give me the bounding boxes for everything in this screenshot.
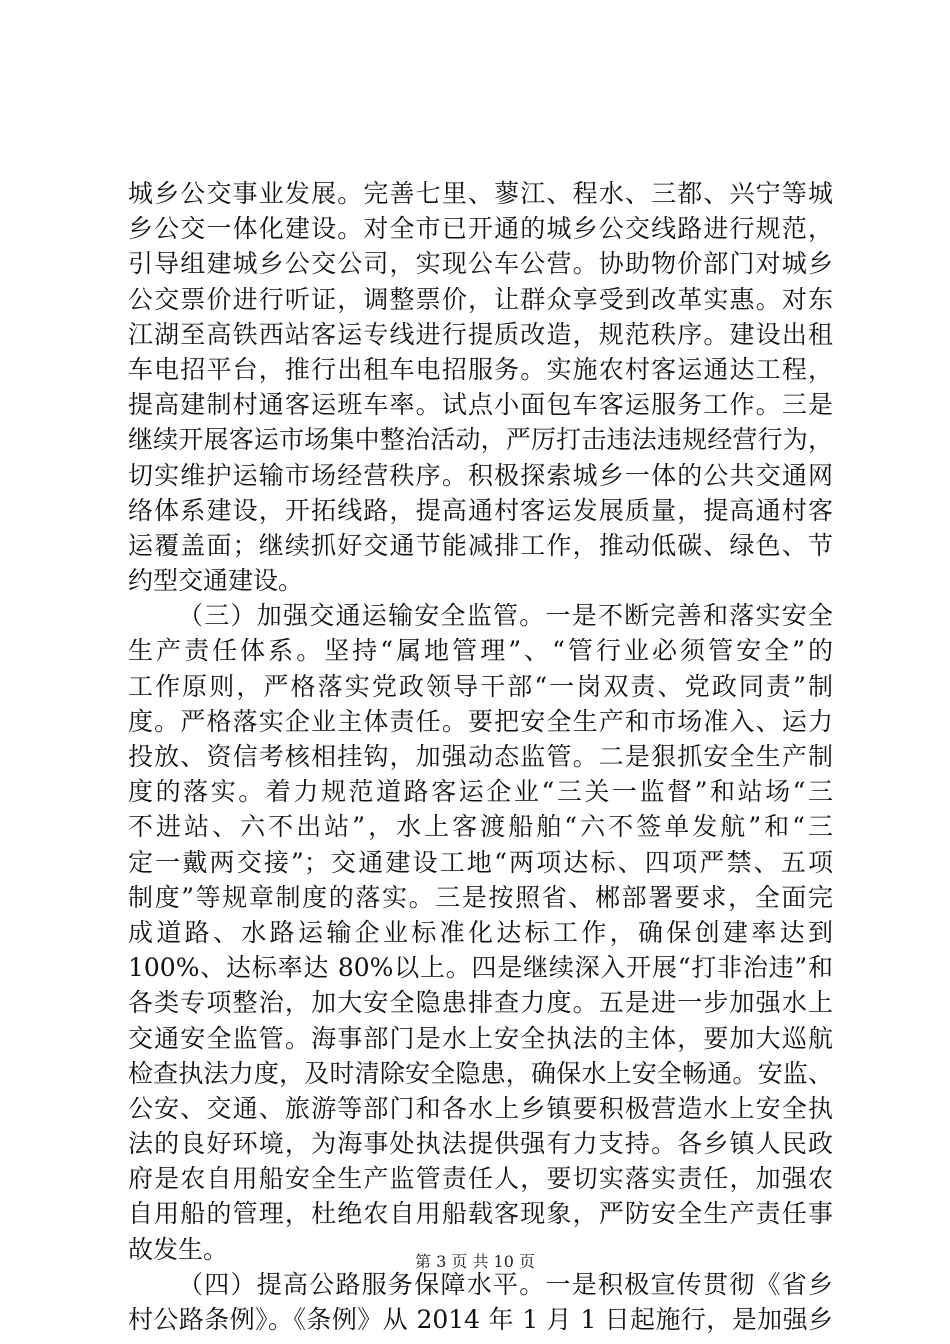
text-line: 城乡公交事业发展。完善七里、蓼江、程水、三都、兴宁等城 [128, 179, 833, 208]
text-line: 提高建制村通客运班车率。试点小面包车客运服务工作。三是 [128, 390, 833, 420]
text-line: 各类专项整治，加大安全隐患排查力度。五是进一步加强水上 [128, 988, 833, 1018]
text-line: 江湖至高铁西站客运专线进行提质改造，规范秩序。建设出租 [128, 319, 833, 349]
paragraph-heading-4: （四）提高公路服务保障水平。一是积极宣传贯彻《省乡 [178, 1269, 833, 1299]
text-line: 公交票价进行听证，调整票价，让群众享受到改革实惠。对东 [128, 284, 833, 314]
text-line: 生产责任体系。坚持“属地管理”、“管行业必须管安全”的 [128, 636, 833, 666]
text-line: 不进站、六不出站”，水上客渡船舶“六不签单发航”和“三 [128, 812, 833, 842]
text-line: 工作原则，严格落实党政领导干部“一岗双责、党政同责”制 [128, 671, 833, 701]
text-line: 运覆盖面；继续抓好交通节能减排工作，推动低碳、绿色、节 [128, 530, 833, 560]
paragraph-heading-3: （三）加强交通运输安全监管。一是不断完善和落实安全 [178, 601, 833, 631]
body-text [128, 176, 833, 1337]
text-line: 乡公交一体化建设。对全市已开通的城乡公交线路进行规范， [128, 214, 833, 244]
text-line: 自用船的管理，杜绝农自用船载客现象，严防安全生产责任事 [128, 1199, 833, 1229]
text-line: 投放、资信考核相挂钩，加强动态监管。二是狠抓安全生产制 [128, 742, 833, 771]
text-line: 100%、达标率达 80%以上。四是继续深入开展“打非治违”和 [128, 953, 833, 983]
text-line: 制度”等规章制度的落实。三是按照省、郴部署要求，全面完 [128, 882, 833, 912]
text-line: 府是农自用船安全生产监管责任人，要切实落实责任，加强农 [128, 1164, 833, 1194]
text-line: 络体系建设，开拓线路，提高通村客运发展质量，提高通村客 [128, 495, 833, 525]
text-line: 引导组建城乡公交公司，实现公车公营。协助物价部门对城乡 [128, 249, 833, 279]
text-line: 度。严格落实企业主体责任。要把安全生产和市场准入、运力 [128, 706, 833, 736]
text-line: 度的落实。着力规范道路客运企业“三关一监督”和站场“三 [128, 777, 833, 807]
text-line: 村公路条例》。《条例》从 2014 年 1 月 1 日起施行，是加强乡 [128, 1305, 833, 1334]
text-line: 法的良好环境，为海事处执法提供强有力支持。各乡镇人民政 [128, 1129, 833, 1159]
text-line: 约型交通建设。 [128, 566, 304, 596]
page-footer: 第 3 页 共 10 页 [415, 1252, 535, 1271]
text-line: 切实维护运输市场经营秩序。积极探索城乡一体的公共交通网 [128, 460, 833, 490]
text-line: 检查执法力度，及时清除安全隐患，确保水上安全畅通。安监、 [128, 1058, 833, 1088]
text-line: 继续开展客运市场集中整治活动，严厉打击违法违规经营行为， [128, 425, 833, 455]
text-line: 定一戴两交接”；交通建设工地“两项达标、四项严禁、五项 [128, 847, 833, 877]
text-line: 公安、交通、旅游等部门和各水上乡镇要积极营造水上安全执 [128, 1093, 833, 1123]
text-line: 交通安全监管。海事部门是水上安全执法的主体，要加大巡航 [128, 1023, 833, 1053]
text-line: 车电招平台，推行出租车电招服务。实施农村客运通达工程， [128, 354, 833, 384]
text-line: 成道路、水路运输企业标准化达标工作，确保创建率达到 [128, 917, 833, 947]
text-line: 故发生。 [128, 1234, 229, 1264]
